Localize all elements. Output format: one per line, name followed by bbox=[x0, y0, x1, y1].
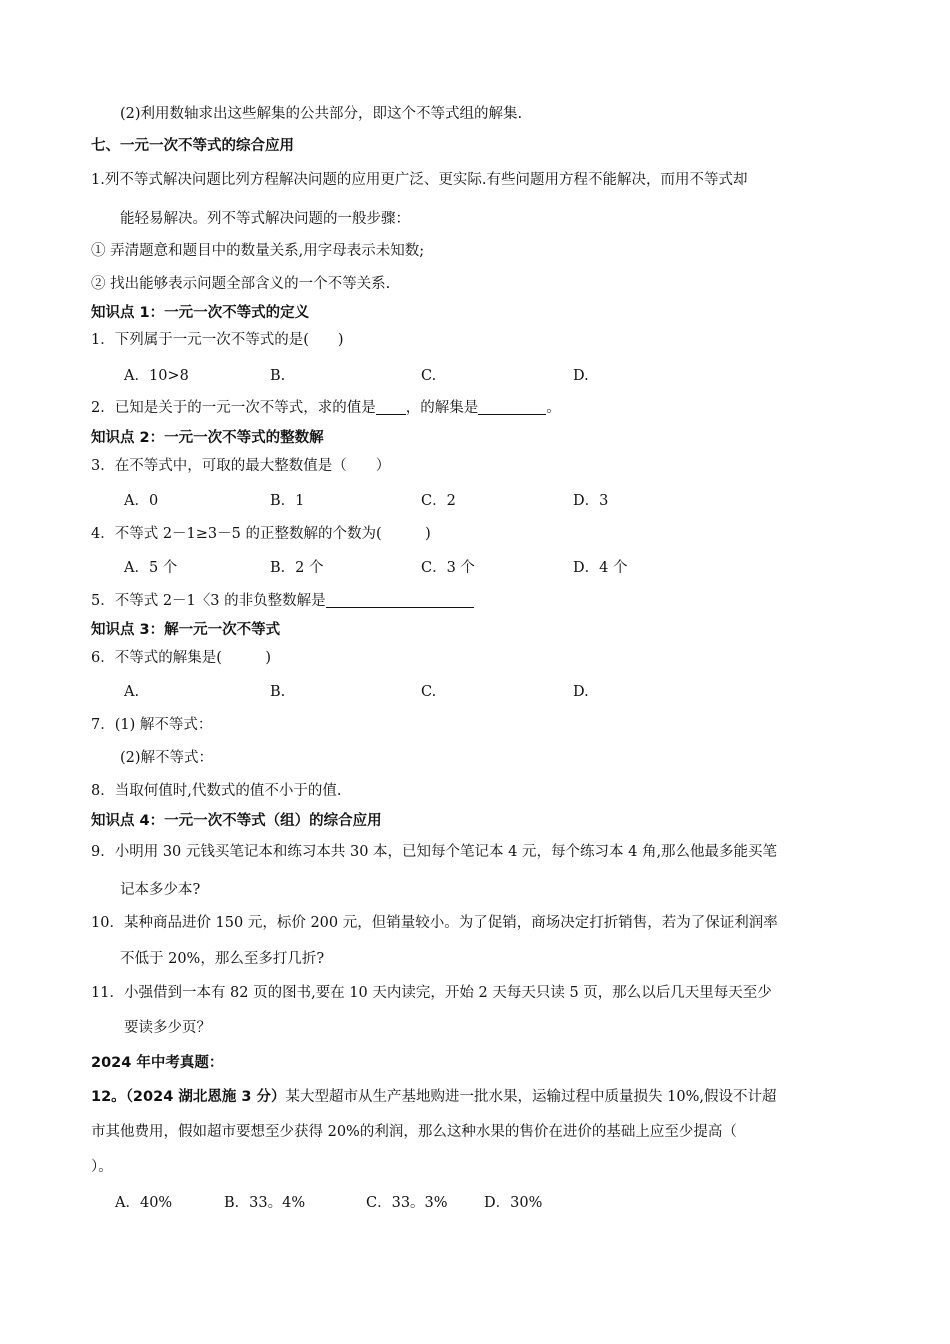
question: 4．不等式 2－1≥3－5 的正整数解的个数为( ) bbox=[91, 526, 431, 542]
answer-blank bbox=[326, 592, 474, 608]
answer-blank bbox=[478, 399, 546, 415]
question bbox=[91, 1087, 776, 1107]
question-text: 某大型超市从生产基地购进一批水果，运输过程中质量损失 10%,假设不计超 bbox=[285, 1089, 777, 1105]
question-part: (2)解不等式： bbox=[120, 750, 214, 766]
question-continued: 记本多少本? bbox=[120, 882, 201, 898]
option-b: B．2 个 bbox=[270, 560, 324, 576]
option-d: D. bbox=[573, 684, 589, 700]
option-d: D. bbox=[573, 368, 589, 384]
question: 10．某种商品进价 150 元，标价 200 元，但销量较小。为了促销，商场决定打折销售，若为了保证利润率 bbox=[91, 915, 778, 931]
question: 7．(1) 解不等式： bbox=[91, 717, 213, 733]
question-text: 2．已知是关于的一元一次不等式，求的值是 bbox=[91, 400, 376, 416]
answer-blank bbox=[376, 399, 406, 415]
paragraph-line: 1.列不等式解决问题比列方程解决问题的应用更广泛、更实际.有些问题用方程不能解决，而用不等式却 bbox=[91, 172, 748, 188]
question-continued: 市其他费用，假如超市要想至少获得 20%的利润，那么这种水果的售价在进价的基础上应至少提高（ bbox=[91, 1124, 737, 1140]
question-text: 5．不等式 2－1〈3 的非负整数解是 bbox=[91, 593, 326, 609]
question-continued: 要读多少页？ bbox=[124, 1020, 211, 1036]
option-c: C．33。3% bbox=[366, 1195, 448, 1211]
step-item: ② 找出能够表示问题全部含义的一个不等关系. bbox=[91, 276, 391, 292]
option-d: D．4 个 bbox=[573, 560, 628, 576]
knowledge-point-heading: 知识点 3：解一元一次不等式 bbox=[91, 622, 281, 638]
question bbox=[91, 591, 474, 611]
knowledge-point-heading: 知识点 1：一元一次不等式的定义 bbox=[91, 305, 310, 321]
question-text: 。 bbox=[546, 400, 561, 416]
option-d: D．3 bbox=[573, 493, 609, 509]
option-a: A. bbox=[124, 684, 140, 700]
option-a: A．10>8 bbox=[124, 368, 189, 384]
question-text: ，的解集是 bbox=[405, 400, 479, 416]
question: 3．在不等式中，可取的最大整数值是（ ） bbox=[91, 458, 391, 474]
option-b: B. bbox=[270, 684, 286, 700]
question-continued: ）。 bbox=[91, 1159, 113, 1175]
option-b: B．1 bbox=[270, 493, 305, 509]
knowledge-point-heading: 知识点 4：一元一次不等式（组）的综合应用 bbox=[91, 813, 382, 829]
question bbox=[91, 398, 561, 418]
question: 6．不等式的解集是( ) bbox=[91, 650, 272, 666]
option-b: B. bbox=[270, 368, 286, 384]
option-a: A．0 bbox=[124, 493, 159, 509]
section-heading: 2024 年中考真题： bbox=[91, 1055, 224, 1071]
option-c: C．2 bbox=[421, 493, 456, 509]
option-c: C. bbox=[421, 368, 437, 384]
option-a: A．40% bbox=[115, 1195, 173, 1211]
question: 9．小明用 30 元钱买笔记本和练习本共 30 本，已知每个笔记本 4 元，每个练习本 4 角,那么他最多能买笔 bbox=[91, 844, 778, 860]
question: 1．下列属于一元一次不等式的是( ) bbox=[91, 332, 344, 348]
step-item: ① 弄清题意和题目中的数量关系,用字母表示未知数; bbox=[91, 243, 425, 259]
question-source: （2024 湖北恩施 3 分） bbox=[125, 1089, 286, 1105]
option-c: C. bbox=[421, 684, 437, 700]
knowledge-point-heading: 知识点 2：一元一次不等式的整数解 bbox=[91, 430, 324, 446]
question-number: 12。 bbox=[91, 1089, 126, 1105]
option-b: B．33。4% bbox=[224, 1195, 306, 1211]
option-d: D．30% bbox=[484, 1195, 543, 1211]
question-continued: 不低于 20%，那么至多打几折? bbox=[120, 951, 325, 967]
question: 11．小强借到一本有 82 页的图书,要在 10 天内读完，开始 2 天每天只读 5 页，那么以后几天里每天至少 bbox=[91, 985, 772, 1001]
option-a: A．5 个 bbox=[124, 560, 178, 576]
section-heading: 七、一元一次不等式的综合应用 bbox=[91, 138, 294, 154]
paragraph-line: 能轻易解决。列不等式解决问题的一般步骤： bbox=[120, 211, 410, 227]
text-line: (2)利用数轴求出这些解集的公共部分，即这个不等式组的解集. bbox=[120, 106, 523, 122]
question: 8．当取何值时,代数式的值不小于的值. bbox=[91, 783, 342, 799]
option-c: C．3 个 bbox=[421, 560, 475, 576]
